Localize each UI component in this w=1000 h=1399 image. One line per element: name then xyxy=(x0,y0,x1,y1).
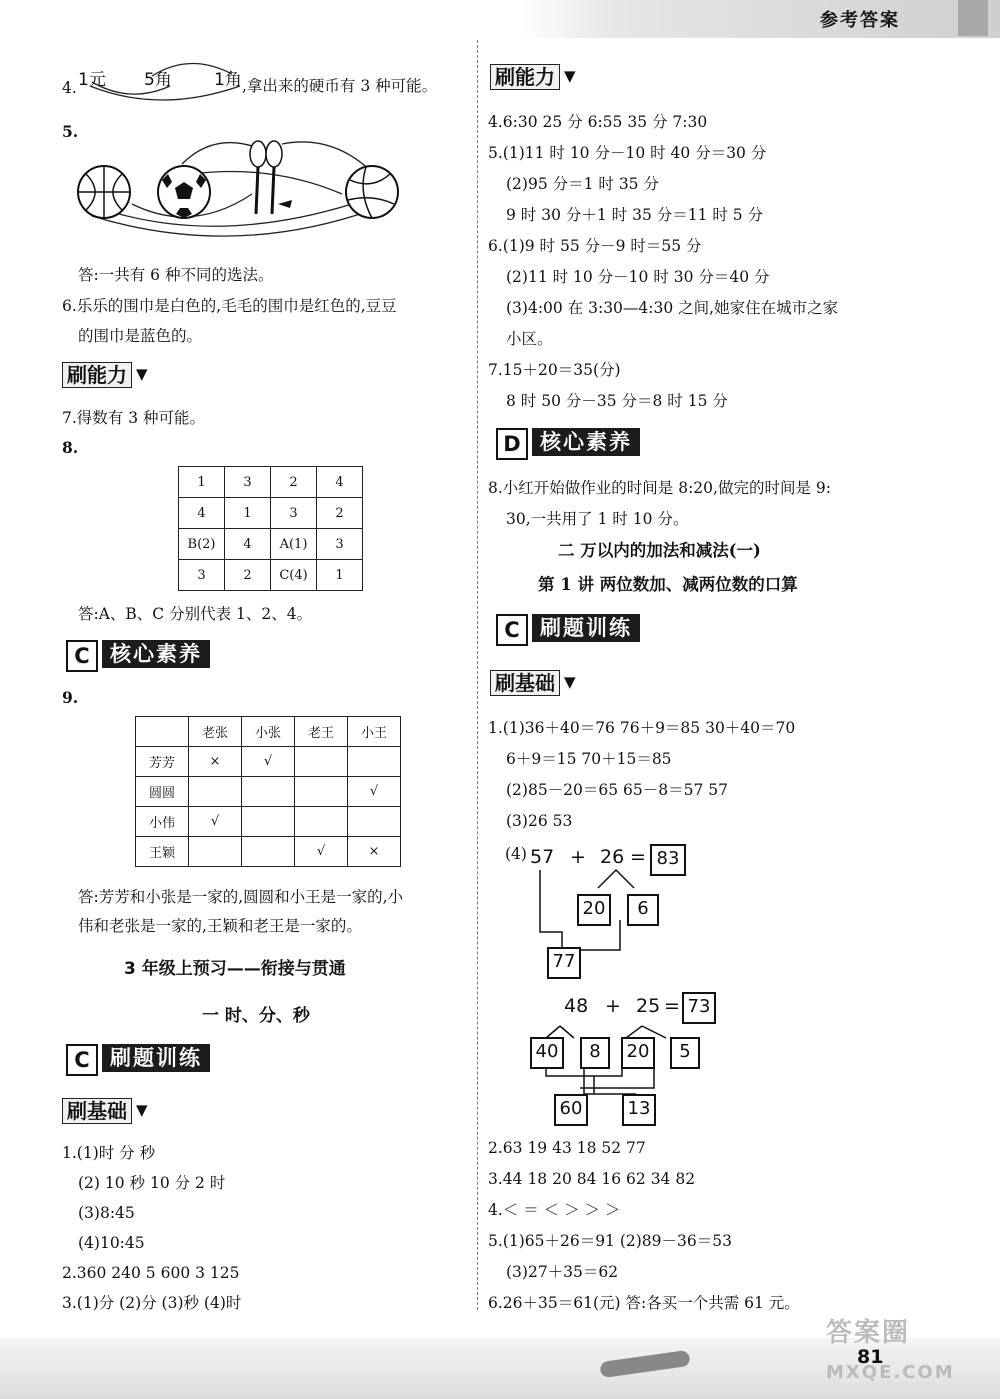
diagram-1-sum-box: 77 xyxy=(547,947,581,979)
section-label: 刷基础 xyxy=(490,670,560,696)
table-cell xyxy=(348,807,401,837)
math-ans-2: 6＋9＝15 70＋15＝85 xyxy=(506,750,672,768)
triangle-down-icon: ▼ xyxy=(564,673,576,691)
grid-cell: 3 xyxy=(225,467,271,498)
triangle-down-icon: ▼ xyxy=(136,1101,148,1119)
chapter-title: 一 时、分、秒 xyxy=(202,1006,310,1026)
math-ans-6: 3.44 18 20 84 16 62 34 82 xyxy=(488,1170,696,1188)
diagram-2-b: 25 xyxy=(636,995,661,1017)
column-divider xyxy=(477,40,478,1310)
table-cell: √ xyxy=(189,807,242,837)
table-cell: 小伟 xyxy=(136,807,189,837)
table-cell xyxy=(189,777,242,807)
diagram-1-op: + xyxy=(570,846,586,868)
q4-text: ,拿出来的硬币有 3 种可能。 xyxy=(242,77,438,95)
table-cell xyxy=(295,747,348,777)
q9-answer-1: 答:芳芳和小张是一家的,圆圆和小王是一家的,小 xyxy=(78,888,404,906)
watermark-url: MXQE.COM xyxy=(826,1362,955,1383)
q8-answer: 答:A、B、C 分别代表 1、2、4。 xyxy=(78,605,313,623)
grid-cell: 4 xyxy=(317,467,363,498)
table-cell xyxy=(242,807,295,837)
grid-cell: 4 xyxy=(225,529,271,560)
heading-training-left xyxy=(66,1044,210,1076)
right-ans-7: (3)4:00 在 3:30—4:30 之间,她家住在城市之家 xyxy=(506,299,839,317)
diagram-1-b: 26 xyxy=(600,846,625,868)
left-ans-6: 3.(1)分 (2)分 (3)秒 (4)时 xyxy=(62,1294,242,1312)
right-ans-9: 7.15＋20＝35(分) xyxy=(488,361,621,379)
right-ans-3: (2)95 分＝1 时 35 分 xyxy=(506,175,659,193)
heading-core-left xyxy=(66,640,210,672)
watermark-logo xyxy=(826,1312,910,1349)
section-label: 刷能力 xyxy=(62,362,132,388)
grid-cell: 3 xyxy=(317,529,363,560)
table-header-cell: 老王 xyxy=(295,717,348,747)
heading-letter: C xyxy=(496,614,528,646)
family-table xyxy=(135,716,401,867)
table-header-cell: 小张 xyxy=(242,717,295,747)
table-cell: × xyxy=(348,837,401,867)
triangle-down-icon: ▼ xyxy=(564,67,576,85)
grid-cell: 2 xyxy=(317,498,363,529)
diagram-2-a: 48 xyxy=(564,995,589,1017)
section-ability-left xyxy=(62,362,148,390)
q6-line2: 的围巾是蓝色的。 xyxy=(78,327,203,345)
grid-cell: 2 xyxy=(225,560,271,591)
left-ans-1: 1.(1)时 分 秒 xyxy=(62,1144,156,1162)
grid-cell: 3 xyxy=(271,498,317,529)
table-cell xyxy=(295,807,348,837)
right-ans-5: 6.(1)9 时 55 分－9 时＝55 分 xyxy=(488,237,702,255)
number-grid xyxy=(178,466,363,591)
table-cell xyxy=(189,837,242,867)
heading-letter: C xyxy=(66,640,98,672)
math-ans-3: (2)85－20＝65 65－8＝57 57 xyxy=(506,781,729,799)
table-cell: 圆圆 xyxy=(136,777,189,807)
q8-num: 8. xyxy=(62,438,79,457)
right-ans-6: (2)11 时 10 分－10 时 30 分＝40 分 xyxy=(506,268,770,286)
q9-answer-2: 伟和老张是一家的,王颖和老王是一家的。 xyxy=(78,917,362,935)
q5-answer: 答:一共有 6 种不同的选法。 xyxy=(78,266,274,284)
diagram-2-part-4: 5 xyxy=(670,1037,700,1069)
q6-line1: 6.乐乐的围巾是白色的,毛毛的围巾是红色的,豆豆 xyxy=(62,297,397,315)
coin-2: 5角 xyxy=(144,70,172,90)
table-cell xyxy=(295,777,348,807)
ball-pairing-diagram xyxy=(72,134,412,254)
right-ans-11: 8.小红开始做作业的时间是 8:20,做完的时间是 9: xyxy=(488,479,831,497)
table-cell xyxy=(242,777,295,807)
diagram-2-part-2: 8 xyxy=(580,1037,610,1069)
table-header-cell: 小王 xyxy=(348,717,401,747)
header-title: 参考答案 xyxy=(820,10,900,31)
q5-num: 5. xyxy=(62,122,79,141)
heading-title: 刷题训练 xyxy=(102,1044,210,1072)
heading-training-right xyxy=(496,614,640,646)
diagram-1-split-2: 6 xyxy=(627,894,659,926)
triangle-down-icon: ▼ xyxy=(136,365,148,383)
coin-3: 1角 xyxy=(214,70,242,90)
math-ans-8: 5.(1)65＋26＝91 (2)89－36＝53 xyxy=(488,1232,732,1250)
section-label: 刷能力 xyxy=(490,64,560,90)
right-ans-10: 8 时 50 分－35 分＝8 时 15 分 xyxy=(506,392,728,410)
right-ans-12: 30,一共用了 1 时 10 分。 xyxy=(506,510,689,528)
table-cell: √ xyxy=(295,837,348,867)
table-header-cell: 老张 xyxy=(189,717,242,747)
table-cell: √ xyxy=(242,747,295,777)
table-cell: × xyxy=(189,747,242,777)
grid-cell: 1 xyxy=(179,467,225,498)
table-cell: 王颖 xyxy=(136,837,189,867)
heading-letter: C xyxy=(66,1044,98,1076)
diagram-2-part-3: 20 xyxy=(621,1037,655,1069)
section-label: 刷基础 xyxy=(62,1098,132,1124)
diagram-1-result-box: 83 xyxy=(650,844,686,876)
math-ans-4: (3)26 53 xyxy=(506,812,573,830)
grid-cell: B(2) xyxy=(179,529,225,560)
heading-core-right xyxy=(496,428,640,460)
diagram-1-label: (4) xyxy=(505,845,527,863)
volleyball-icon xyxy=(346,166,398,218)
badminton-icon xyxy=(250,141,292,214)
grid-cell: 1 xyxy=(225,498,271,529)
diagram-2-sum-1: 60 xyxy=(554,1094,588,1126)
diagram-1-eq: = xyxy=(630,846,646,868)
math-ans-5: 2.63 19 43 18 52 77 xyxy=(488,1139,646,1157)
diagram-2-sum-2: 13 xyxy=(622,1094,656,1126)
right-ans-1: 4.6:30 25 分 6:55 35 分 7:30 xyxy=(488,113,708,131)
heading-title: 核心素养 xyxy=(102,640,210,668)
diagram-2-result-box: 73 xyxy=(682,992,716,1024)
heading-letter: D xyxy=(496,428,528,460)
right-ans-4: 9 时 30 分＋1 时 35 分＝11 时 5 分 xyxy=(506,206,764,224)
q4-num: 4. xyxy=(62,79,77,97)
section-basic-left xyxy=(62,1098,148,1126)
left-ans-5: 2.360 240 5 600 3 125 xyxy=(62,1264,240,1282)
table-header-cell xyxy=(136,717,189,747)
diagram-2-eq: = xyxy=(664,995,680,1017)
watermark-text: 答案圈 xyxy=(826,1318,911,1348)
diagram-2-op: + xyxy=(605,995,621,1017)
page-number: 81 xyxy=(857,1346,884,1368)
basketball-icon xyxy=(78,166,130,218)
right-ans-2: 5.(1)11 时 10 分－10 时 40 分＝30 分 xyxy=(488,144,767,162)
grid-cell: 2 xyxy=(271,467,317,498)
math-ans-10: 6.26＋35＝61(元) 答:各买一个共需 61 元。 xyxy=(488,1294,800,1312)
heading-title: 核心素养 xyxy=(532,428,640,456)
grid-cell: 3 xyxy=(179,560,225,591)
left-ans-4: (4)10:45 xyxy=(78,1234,145,1252)
heading-title: 刷题训练 xyxy=(532,614,640,642)
unit-title-right: 二 万以内的加法和减法(一) xyxy=(558,541,761,560)
section-ability-right xyxy=(490,64,576,92)
q7: 7.得数有 3 种可能。 xyxy=(62,409,206,427)
math-ans-1: 1.(1)36＋40＝76 76＋9＝85 30＋40＝70 xyxy=(488,719,796,737)
table-cell xyxy=(242,837,295,867)
grid-cell: C(4) xyxy=(271,560,317,591)
grid-cell: 1 xyxy=(317,560,363,591)
table-cell: √ xyxy=(348,777,401,807)
q9-num: 9. xyxy=(62,688,79,707)
math-ans-9: (3)27＋35＝62 xyxy=(506,1263,619,1281)
grid-cell: 4 xyxy=(179,498,225,529)
coin-1: 1元 xyxy=(78,70,106,90)
header-tab xyxy=(958,0,988,36)
right-ans-8: 小区。 xyxy=(506,330,553,348)
grid-cell: A(1) xyxy=(271,529,317,560)
header-bar xyxy=(520,0,1000,38)
left-ans-2: (2) 10 秒 10 分 2 时 xyxy=(78,1174,226,1192)
section-basic-right xyxy=(490,670,576,698)
diagram-1-a: 57 xyxy=(530,846,555,868)
lesson-title: 第 1 讲 两位数加、减两位数的口算 xyxy=(538,575,798,594)
left-ans-3: (3)8:45 xyxy=(78,1204,135,1222)
soccer-ball-icon xyxy=(158,166,210,218)
diagram-2-part-1: 40 xyxy=(530,1037,564,1069)
unit-title-left: 3 年级上预习——衔接与贯通 xyxy=(124,959,346,979)
table-cell xyxy=(348,747,401,777)
diagram-1-split-1: 20 xyxy=(577,894,611,926)
math-ans-7: 4.＜ ＝ ＜ ＞ ＞ ＞ xyxy=(488,1201,621,1219)
table-cell: 芳芳 xyxy=(136,747,189,777)
